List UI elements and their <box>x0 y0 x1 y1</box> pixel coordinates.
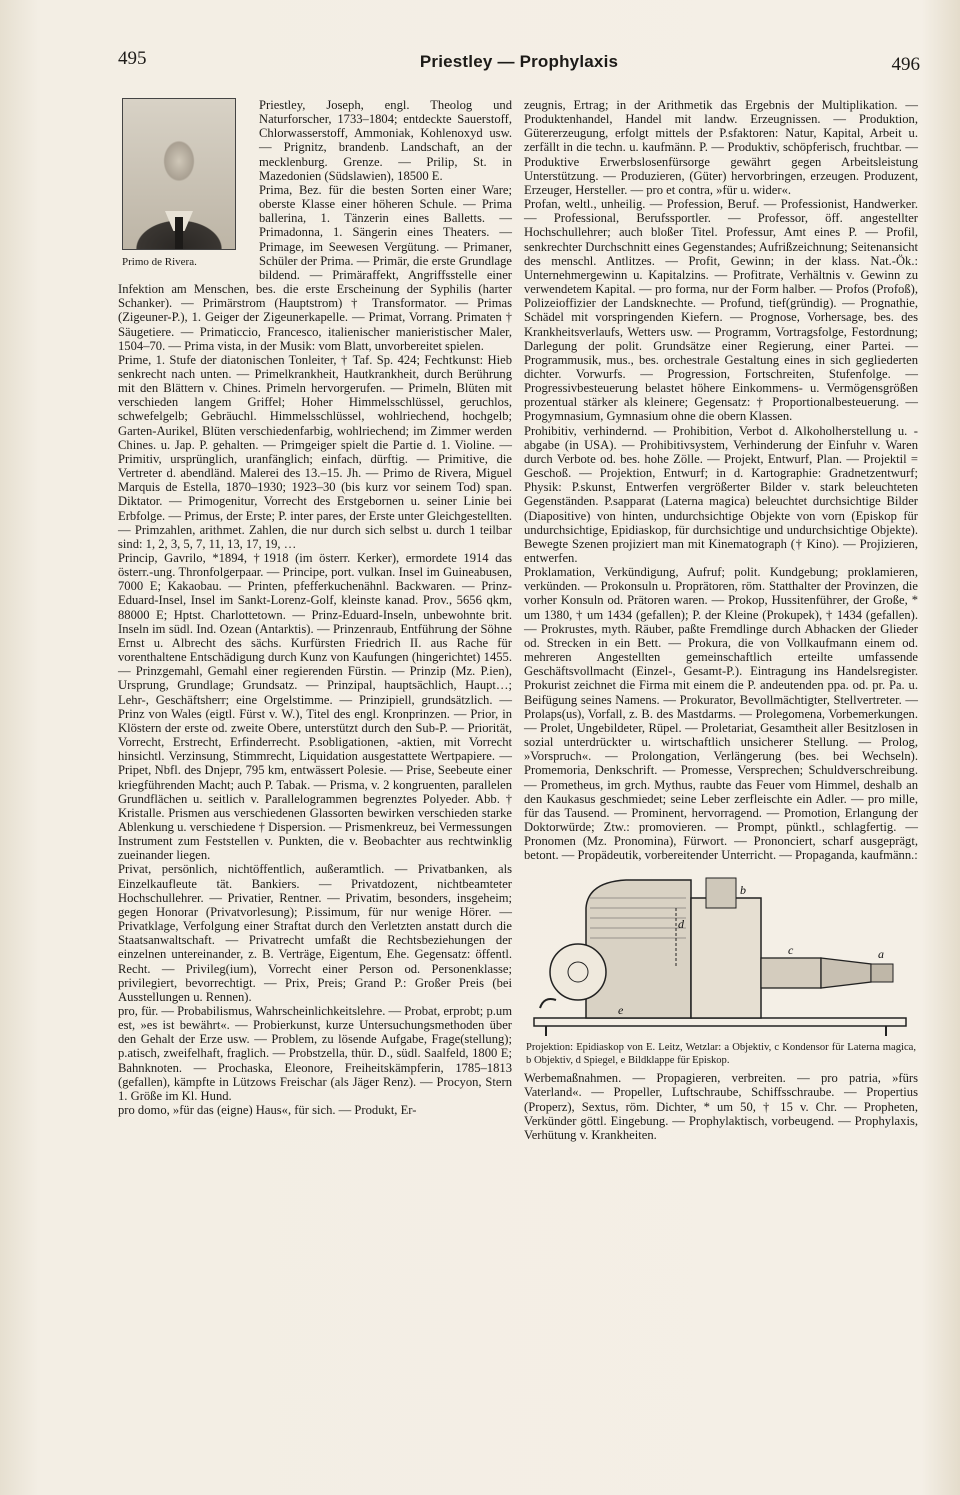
page-header <box>118 44 920 80</box>
figure-label-d: d <box>678 917 684 932</box>
epidiaskop-illustration <box>526 868 916 1038</box>
entry-paragraph: Princip, Gavrilo, *1894, †1918 (im österr. Kerker), ermordete 1914 das österr.-ung. Thronfolgerpaar. — Principe, port. vulkan. Insel im Guineabusen, 7000 E; Kakaobau. — Printen, pfefferkuchenähnl. Backwaren. — Prinz-Eduard-Insel, Insel im Sankt-Lorenz-Golf, kleinste kanad. Prov., 5656 qkm, 88000 E; Hptst. Charlottetown. — Prinz-Eduard-Inseln, unbewohnte brit. Inseln im südl. Ind. Ozean (Antarktis). — Prinzenraub, Entführung der Söhne Ernst u. Albrecht des sächs. Kurfürsten Friedrich II. aus Rache für vorenthaltene Entschädigung durch Kunz von Kaufungen (hingerichtet) 1455. — Prinzgemahl, Gemahl einer regierenden Fürstin. — Prinzip (Mz. P.ien), Ursprung, Grundlage; Grundsatz. — Prinzipal, hauptsächlich, Haupt…; Lehr-, Geschäftsherr; eine Orgelstimme. — Prinzipiell, grundsätzlich. — Prinz von Wales (eigtl. Fürst v. W.), Titel des engl. Kronprinzen. — Prior, in Klöstern der erste od. zweite Obere, unterstützt durch den Sub-P. — Priorität, Vorrecht, Erstrecht, Erfinderrecht. P.sobligationen, -aktien, mit Vorrecht hinsichtl. Verzinsung, Stimmrecht, Liquidation ausgestattete Wertpapiere. — Pripet, Nbfl. des Dnjepr, 795 km, entwässert Polesie. — Prise, Seebeute einer kriegführenden Macht; auch P. Tabak. — Prisma, v. 2 kongruenten, parallelen Grundflächen u. seitlich v. Parallelogrammen begrenztes Polyeder. Abb. † Kristalle. Prismen aus verschiedenen Glassorten bewirken verschieden starke Ablenkung u. verschiedene † Dispersion. — Prismenkreuz, bei Vermessungen Instrument zum Feststellen v. Punkten, die v. Beobachter aus rechtwinklig zueinander liegen. <box>118 551 512 863</box>
entry-paragraph: Privat, persönlich, nichtöffentlich, außeramtlich. — Privatbanken, als Einzelkaufleute tät. Bankiers. — Privatdozent, nichtbeamteter Hochschullehrer. — Privatier, Rentner. — Privatim, besonders, insgeheim; gegen Honorar (Privatvorlesung); P.issimum, für nur wenige Hörer. — Privatklage, Verfolgung einer Straftat durch den Verletzten anstatt durch die Staatsanwaltschaft. — Privatrecht umfaßt die Rechtsbeziehungen der einzelnen untereinander, z. B. Verträge, Eigentum, Ehe. Gegensatz: öffentl. Recht. — Privileg(ium), Vorrecht einer Person od. Personenklasse; privilegiert, bevorrechtigt. — Prix, Preis; Grand P.: Großer Preis (bei Ausstellungen u. Rennen). <box>118 862 512 1004</box>
epidiaskop-figure <box>526 868 916 1067</box>
page-number-left: 495 <box>118 48 147 69</box>
portrait-photo <box>122 98 236 250</box>
entry-paragraph: zeugnis, Ertrag; in der Arithmetik das Ergebnis der Multiplikation. — Produktenhandel, Handel mit landw. Erzeugnissen. — Produktion, Gütererzeugung, erfolgt mittels der P.sfaktoren: Natur, Kapital, Arbeit u. zerfällt in die techn. u. kaufmänn. P. — Produktiv, schöpferisch, fruchtbar. — Produktive Erwerbslosenfürsorge gewährt gegen Arbeitsleistung Unterstützung. — Produzieren, (Güter) hervorbringen, erzeugen. Produzent, Erzeuger, Hersteller. — pro et contra, »für u. wider«. <box>524 98 918 197</box>
entry-paragraph: Werbemaßnahmen. — Propagieren, verbreiten. — pro patria, »fürs Vaterland«. — Propeller, Luftschraube, Schiffsschraube. — Propertius (Properz), Sextus, röm. Dichter, * um 50, † 15 v. Chr. — Propheten, Verkünder göttl. Eingebung. — Prophylaktisch, vorbeugend. — Prophylaxis, Verhütung v. Krankheiten. <box>524 1071 918 1142</box>
entry-paragraph: Proklamation, Verkündigung, Aufruf; polit. Kundgebung; proklamieren, verkünden. — Prokonsuln u. Proprätoren, röm. Statthalter der Provinzen, die vorher Konsuln od. Prätoren waren. — Prokop, Hussitenführer, der Große, * um 1380, † um 1434 (gefallen); P. der Kleine (Prokupek), † 1434 (gefallen). — Prokrustes, myth. Räuber, paßte Fremdlinge durch Abhacken der Glieder od. Strecken in ein Bett. — Prokura, die von Vollkaufmann einem od. mehreren Angestellten gemeinschaftlich erteilte umfassende Geschäftsvollmacht (Einzel-, Gesamt-P.). Eintragung ins Handelsregister. Prokurist zeichnet die Firma mit einem die P. andeutenden ppa. od. pr. Pa. u. Beifügung seines Namens. — Prokurator, Bevollmächtigter, Stellvertreter. — Prolaps(us), Vorfall, z. B. des Mastdarms. — Prolegomena, Vorbemerkungen. — Prolet, Ungebildeter, Rüpel. — Proletariat, Gesamtheit aller Besitzlosen in sozial unterdrückter u. wirtschaftlich unsicherer Stellung. — Prolog, »Vorspruch«. — Prolongation, Verlängerung (bes. bei Wechseln). Promemoria, Denkschrift. — Promesse, Versprechen; Schuldverschreibung. — Prometheus, im grch. Mythus, raubte das Feuer vom Himmel, deshalb an den Kaukasus geschmiedet; seine Leber zerfleischte ein Adler. — pro mille, für das Tausend. — Prominent, hervorragend. — Promotion, Erlangung der Doktorwürde; Ztw.: promovieren. — Prompt, pünktl., schlagfertig. — Pronomen (Mz. Pronomina), Fürwort. — Prononciert, scharf ausgeprägt, betont. — Propädeutik, vorbereitender Unterricht. — Propaganda, kaufmänn.: <box>524 565 918 863</box>
figure-label-c: c <box>788 943 794 958</box>
figure-label-b: b <box>740 883 746 898</box>
figure-caption: Projektion: Epidiaskop von E. Leitz, Wetzlar: a Objektiv, c Kondensor für Laterna magica, b Objektiv, d Spiegel, e Bildklappe für Episkop. <box>526 1042 916 1066</box>
entry-paragraph: Prime, 1. Stufe der diatonischen Tonleiter, † Taf. Sp. 424; Fechtkunst: Hieb senkrecht nach unten. — Primelkrankheit, Hautkrankheit, durch Berührung mit den Blättern v. Chines. Primeln hervorgerufen. — Primeln, Blüten mit verschieden langem Griffel; Hoher Himmelsschlüssel, geruchlos, schwefelgelb; Gebräuchl. Himmelsschlüssel, wohlriechend, hochgelb; Garten-Aurikel, Blüten verschiedenfarbig, wohlriechend; im Zimmer werden Chines. u. Jap. P. gehalten. — Primgeiger spielt die Partie d. 1. Violine. — Primitiv, ursprünglich, uranfänglich; einfach, dürftig. — Primitive, die Vertreter d. abendländ. Malerei des 13.–15. Jh. — Primo de Rivera, Miguel Marquis de Estella, 1870–1930; 1923–30 (bis kurz vor seinem Tod) span. Diktator. — Primogenitur, Vorrecht des Erstgebornen u. seiner Linie bei Erbfolge. — Primus, der Erste; P. inter pares, der Erste unter Gleichgestellten. — Primzahlen, arithmet. Zahlen, die nur durch sich selbst u. durch 1 teilbar sind: 1, 2, 3, 5, 7, 11, 13, 17, 19, … <box>118 352 512 551</box>
portrait-caption: Primo de Rivera. <box>122 256 197 268</box>
left-column <box>118 98 512 1117</box>
page-number-right: 496 <box>891 54 920 75</box>
running-title: Priestley — Prophylaxis <box>419 52 619 71</box>
entry-paragraph: Profan, weltl., unheilig. — Profession, Beruf. — Professionist, Handwerker. — Professional, Berufssportler. — Professor, öff. angestellter Hochschullehrer; auch bloßer Titel. Professur, Amt eines P. — Profil, senkrechter Durchschnitt eines Gegenstandes; Aufrißzeichnung; Seitenansicht des menschl. Antlitzes. — Profit, Gewinn; in der klass. Nat.-Ök.: Unternehmergewinn u. Kapitalzins. — Profitrate, Verhältnis v. Gewinn zu verwendetem Kapital. — pro forma, nur der Form halber. — Profos (Profoß), Polizeioffizier der Landsknechte. — Profund, tief(gründig). — Prognathie, Schädel mit vorspringenden Kiefern. — Prognose, Vorhersage, bes. des Krankheitsverlaufs, Wetters usw. — Programm, Vortragsfolge, Festordnung; Darlegung der polit. Grundsätze einer Regierung, einer Partei. — Programmusik, mus., bes. orchestrale Gestaltung eines in sich gegliederten dichter. Vorwurfs. — Progression, Fortschreiten, Stufenfolge. — Progressivbesteuerung belastet höhere Einkommens- u. Vermögensgrößen prozentual stärker als kleinere; Gegensatz: † Proportionalbesteuerung. — Progymnasium, Gymnasium ohne die obern Klassen. <box>524 197 918 424</box>
entry-paragraph: pro, für. — Probabilismus, Wahrscheinlichkeitslehre. — Probat, erprobt; p.um est, »es ist bewährt«. — Probierkunst, kurze Untersuchungsmethoden über den Gehalt der Erze usw. — Problem, zu lösende Aufgabe, Frage(stellung); p.atisch, zweifelhaft, fraglich. — Probstzella, thür. D., südl. Saalfeld, 1800 E; Bahnknoten. — Prochaska, Eleonore, Freiheitskämpferin, 1785–1813 (gefallen), kämpfte in Lützows Freischar (als Jäger Renz). — Procyon, Stern 1. Größe im Kl. Hund. <box>118 1004 512 1103</box>
entry-paragraph: Prima, Bez. für die besten Sorten einer Ware; oberste Klasse einer höheren Schule. — Prima ballerina, 1. Tänzerin eines Balletts. — Primadonna, 1. Sängerin eines Theaters. — Primage, im Seewesen Vergütung. — Primaner, Schüler der Prima. — Primär, die erste Grundlage bildend. — Primäraffekt, Angriffsstelle einer Infektion am Menschen, bes. die erste Erscheinung der Syphilis (harter Schanker). — Primärstrom (Hauptstrom) † Transformator. — Primas (Zigeuner-P.), 1. Geiger der Zigeunerkapelle. — Primat, Vorrang. Primaten † Säugetiere. — Primaticcio, Francesco, italienischer manieristischer Maler, 1504–70. — Prima vista, in der Musik: vom Blatt, unvorbereitet spielen. <box>118 182 512 353</box>
figure-label-a: a <box>878 947 884 962</box>
portrait-figure <box>118 98 253 269</box>
entry-paragraph: Prohibitiv, verhindernd. — Prohibition, Verbot d. Alkoholherstellung u. -abgabe (in USA). — Prohibitivsystem, Verhinderung der Einfuhr v. Waren durch Verbote od. bes. hohe Zölle. — Projekt, Entwurf, Plan. — Projektil = Geschoß. — Projektion, Entwurf; in d. Kartographie: Gradnetzentwurf; Physik: P.skunst, Entwerfen vergrößerter Bilder v. stark beleuchteten Gegenständen. P.sapparat (Laterna magica) beleuchtet durchsichtige Bilder (Diapositive) von hinten, undurchsichtige Objekte von vorn (Episkop für undurchsichtige, Epidiaskop, für durchsichtige und undurchsichtige Objekte). Bewegte Szenen projiziert man mit Kinematograph († Kino). — Projizieren, entwerfen. <box>524 423 918 565</box>
figure-label-e: e <box>618 1003 624 1018</box>
entry-paragraph: Priestley, Joseph, engl. Theolog und Naturforscher, 1733–1804; entdeckte Sauerstoff, Chlorwasserstoff, Ammoniak, Kohlenoxyd usw. — Prignitz, brandenb. Landschaft, an der mecklenburg. Grenze. — Prilip, St. in Mazedonien (Südslawien), 18500 E. <box>259 98 512 183</box>
entry-paragraph: pro domo, »für das (eigne) Haus«, für sich. — Produkt, Er- <box>118 1103 417 1118</box>
right-column <box>524 98 918 1142</box>
